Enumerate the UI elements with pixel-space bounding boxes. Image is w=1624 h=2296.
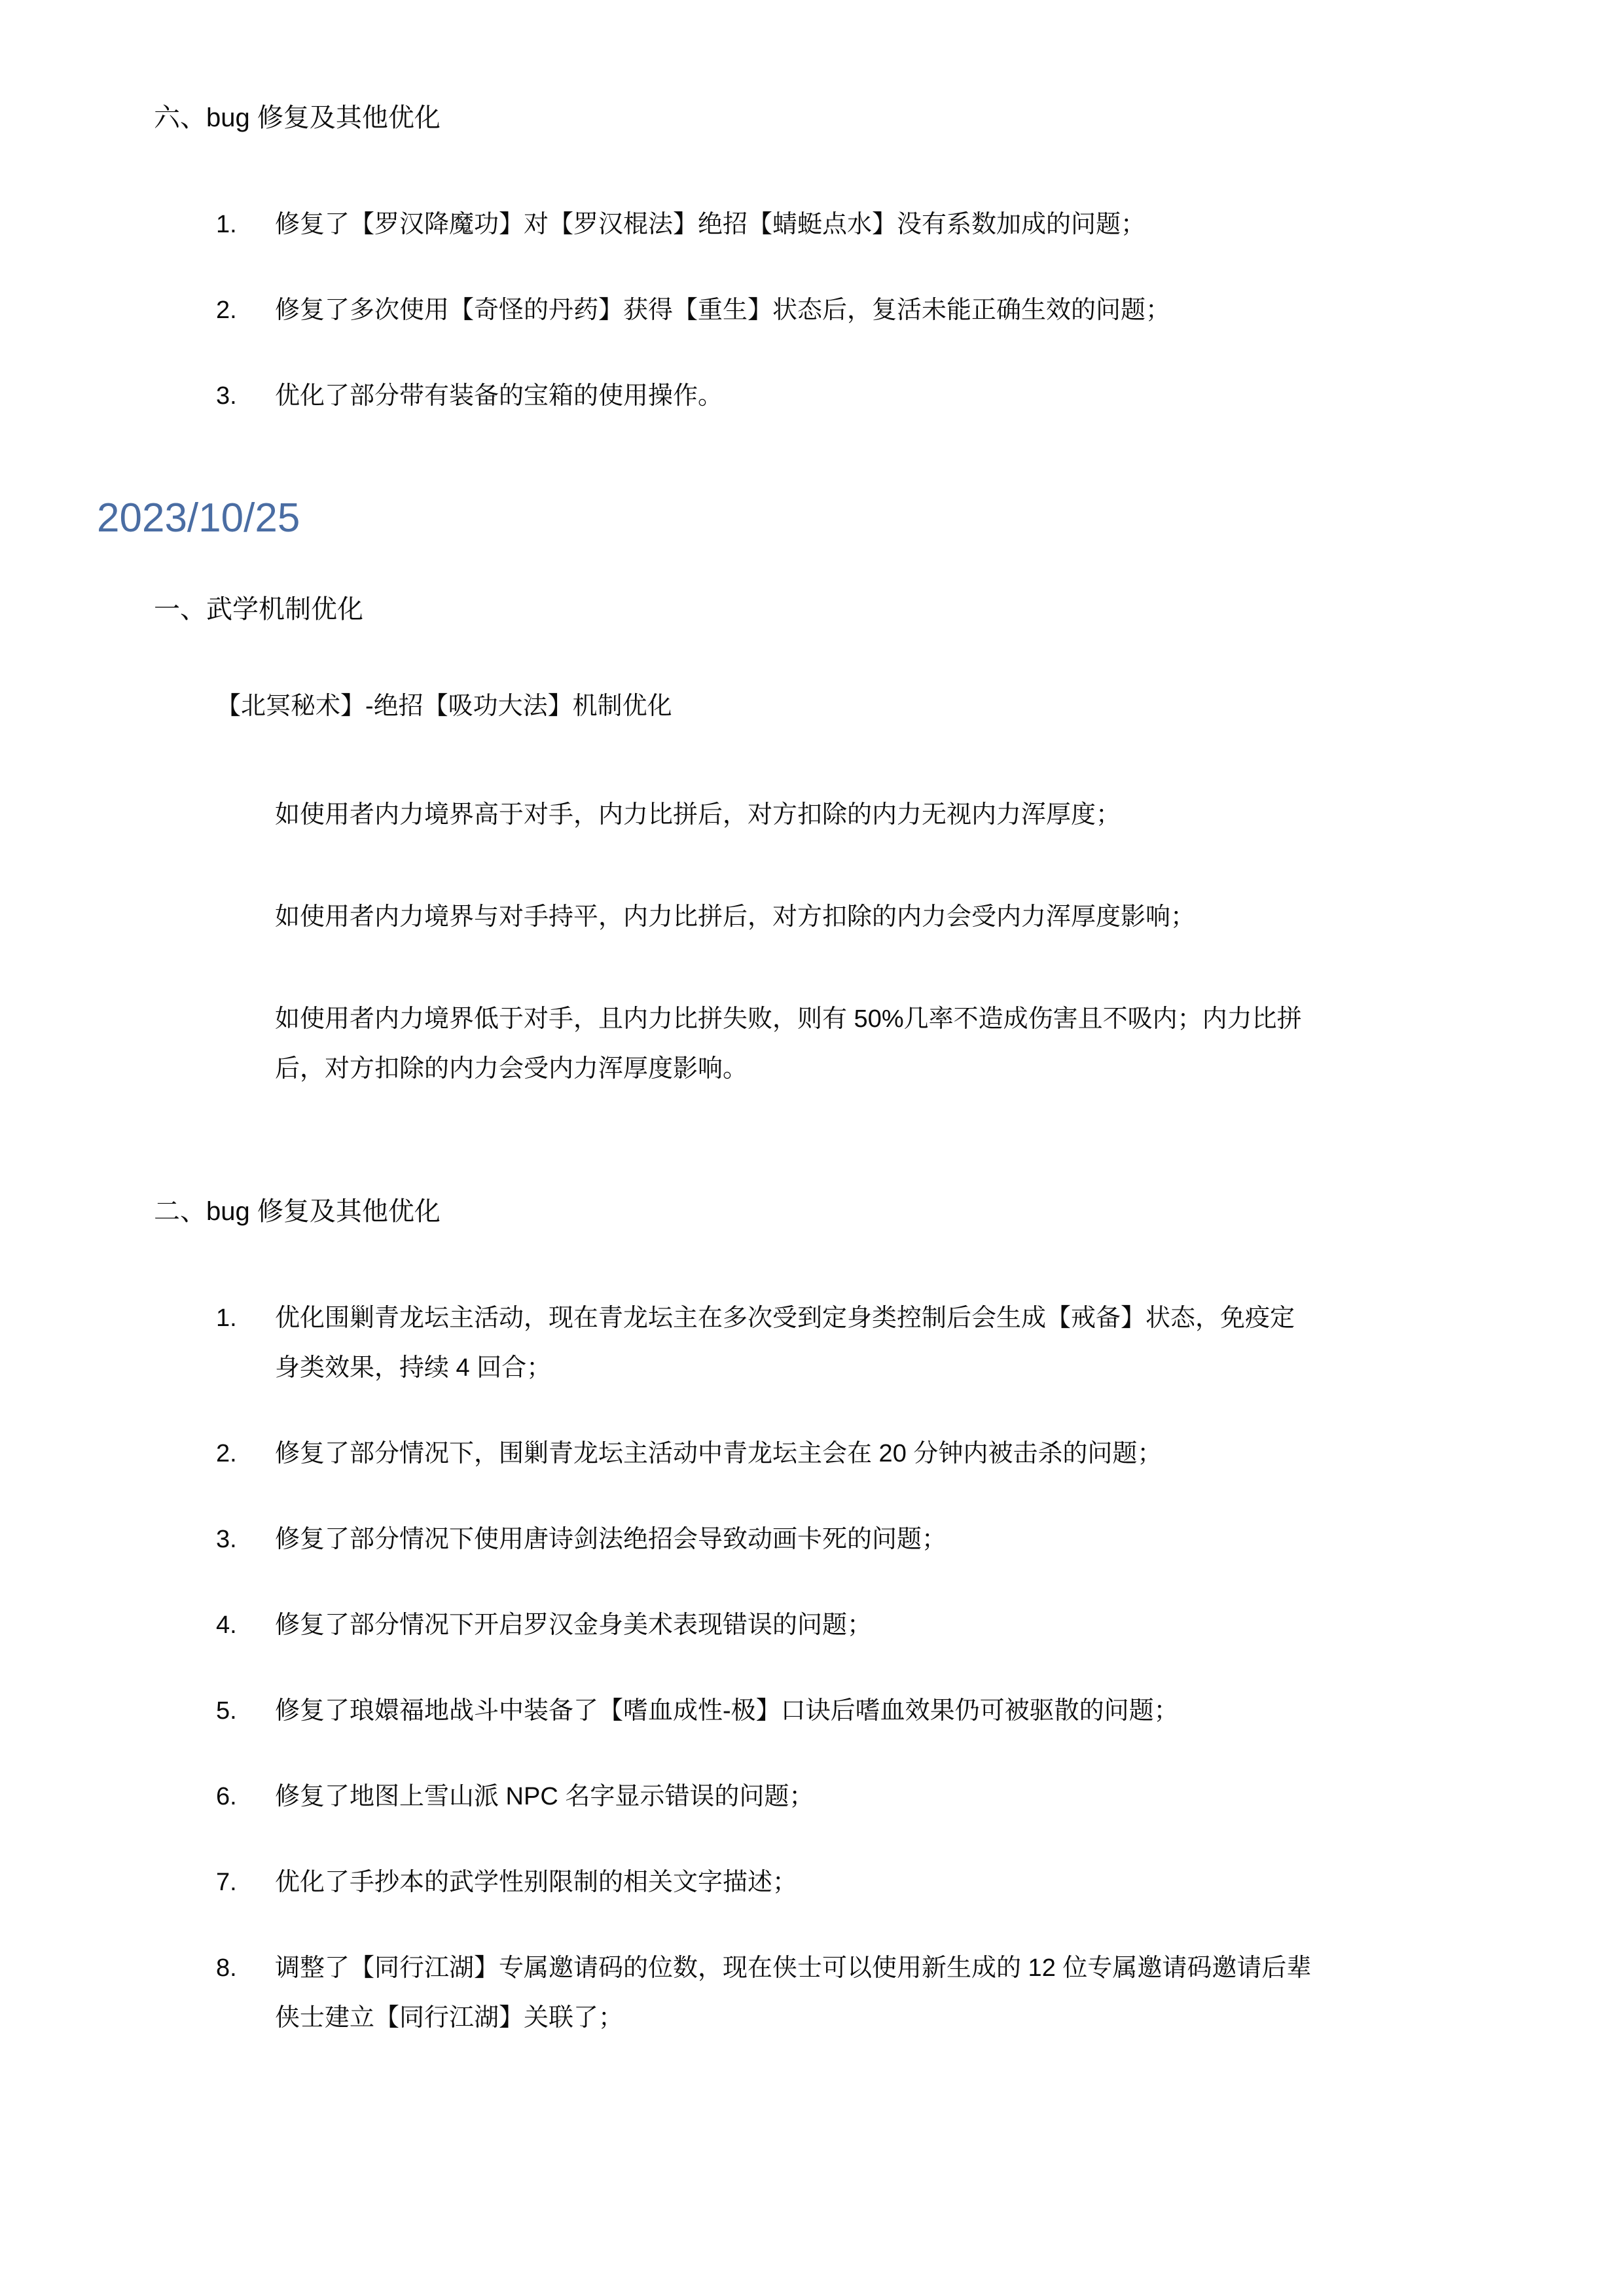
- item-text: [275, 285, 1473, 335]
- list-item: [0, 1429, 1473, 1479]
- item-text-line: 修复了多次使用【奇怪的丹药】获得【重生】状态后，复活未能正确生效的问题；: [275, 296, 1171, 324]
- section-heading-two: 二、bug 修复及其他优化: [154, 1196, 441, 1226]
- item-text: [275, 1772, 1473, 1821]
- item-text-line: 优化了部分带有装备的宝箱的使用操作。: [275, 382, 723, 410]
- list-item: [0, 1515, 1473, 1564]
- list-item: [0, 285, 1473, 335]
- item-number: 5.: [216, 1696, 237, 1725]
- item-number: 3.: [216, 382, 237, 410]
- item-number: 1.: [216, 211, 237, 238]
- item-text: [275, 1515, 1473, 1564]
- item-text-line: 修复了部分情况下使用唐诗剑法绝招会导致动画卡死的问题；: [275, 1525, 947, 1553]
- item-number: 8.: [216, 1954, 237, 1982]
- item-text: [275, 1857, 1473, 1907]
- list-item: [0, 1600, 1473, 1650]
- paragraph-line: 后，对方扣除的内力会受内力浑厚度影响。: [275, 1054, 748, 1083]
- item-text-line: 修复了琅嬛福地战斗中装备了【嗜血成性-极】口诀后嗜血效果仍可被驱散的问题；: [275, 1696, 1179, 1725]
- item-text-line: 身类效果，持续 4 回合；: [275, 1354, 552, 1382]
- item-text: [275, 1943, 1473, 2043]
- list-item: [0, 1943, 1473, 2043]
- item-number: 4.: [216, 1611, 237, 1639]
- item-text-line: 修复了部分情况下，围剿青龙坛主活动中青龙坛主会在 20 分钟内被击杀的问题；: [275, 1439, 1163, 1467]
- item-text-line: 修复了部分情况下开启罗汉金身美术表现错误的问题；: [275, 1611, 873, 1639]
- paragraph: [0, 892, 1473, 942]
- item-text: [275, 1293, 1473, 1393]
- item-number: 2.: [216, 296, 237, 324]
- item-number: 7.: [216, 1868, 237, 1896]
- list-item: [0, 1293, 1473, 1393]
- item-text: [275, 1686, 1473, 1736]
- item-text-line: 调整了【同行江湖】专属邀请码的位数，现在侠士可以使用新生成的 12 位专属邀请码邀请后辈: [275, 1954, 1312, 1982]
- list-item: [0, 1772, 1473, 1821]
- list-item: [0, 1686, 1473, 1736]
- date-heading: 2023/10/25: [97, 495, 300, 541]
- paragraph: [0, 994, 1473, 1094]
- item-text-line: 优化了手抄本的武学性别限制的相关文字描述；: [275, 1868, 798, 1896]
- item-number: 1.: [216, 1304, 237, 1332]
- paragraph-line: 如使用者内力境界与对手持平，内力比拼后，对方扣除的内力会受内力浑厚度影响；: [275, 903, 1196, 931]
- item-text: [275, 371, 1473, 421]
- list-item: [0, 371, 1473, 421]
- item-text: [275, 1600, 1473, 1650]
- item-text-line: 修复了【罗汉降魔功】对【罗汉棍法】绝招【蜻蜓点水】没有系数加成的问题；: [275, 211, 1146, 238]
- item-text-line: 修复了地图上雪山派 NPC 名字显示错误的问题；: [275, 1782, 814, 1810]
- section-heading-six: 六、bug 修复及其他优化: [154, 103, 441, 132]
- item-text: [275, 200, 1473, 249]
- paragraph: [0, 790, 1473, 840]
- item-number: 3.: [216, 1525, 237, 1553]
- section-heading-one: 一、武学机制优化: [154, 594, 363, 624]
- item-text-line: 优化围剿青龙坛主活动，现在青龙坛主在多次受到定身类控制后会生成【戒备】状态，免疫定: [275, 1304, 1295, 1332]
- item-text: [275, 1429, 1473, 1479]
- item-text-line: 侠士建立【同行江湖】关联了；: [275, 2003, 624, 2032]
- item-number: 2.: [216, 1439, 237, 1467]
- item-number: 6.: [216, 1782, 237, 1810]
- list-item: [0, 1857, 1473, 1907]
- paragraph-line: 如使用者内力境界高于对手，内力比拼后，对方扣除的内力无视内力浑厚度；: [275, 800, 1121, 829]
- changelog-list-two: [0, 1293, 1473, 2043]
- list-item: [0, 200, 1473, 249]
- paragraph-line: 如使用者内力境界低于对手，且内力比拼失败，则有 50%几率不造成伤害且不吸内；内力比拼: [275, 1005, 1302, 1033]
- skill-subheading: 【北冥秘术】-绝招【吸功大法】机制优化: [216, 692, 672, 720]
- changelog-list-six: [0, 200, 1473, 421]
